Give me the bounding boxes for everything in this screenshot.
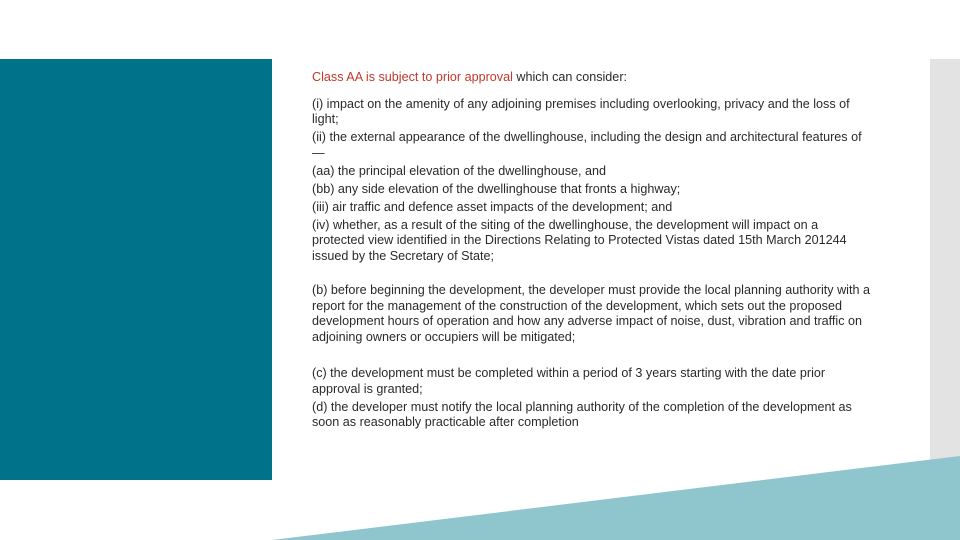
intro-line bbox=[312, 70, 872, 86]
condition-b: (b) before beginning the development, the developer must provide the local planning authority with a report for the management of the construction of the development, which sets out the proposed development hours of operation and how any adverse impact of noise, dust, vibration and traffic on adjoining owners or occupiers will be mitigated; bbox=[312, 283, 870, 344]
light-teal-wedge bbox=[272, 456, 960, 540]
condition-iv: (iv) whether, as a result of the siting of the dwellinghouse, the development will impact on a protected view identified in the Directions Relating to Protected Vistas dated 15th March 201244 issued by the Secretary of State; bbox=[312, 217, 847, 263]
condition-iii: (iii) air traffic and defence asset impacts of the development; and bbox=[312, 199, 673, 214]
slide-body bbox=[312, 70, 872, 431]
condition-d: (d) the developer must notify the local planning authority of the completion of the development as soon as reasonably practicable after completion bbox=[312, 399, 852, 429]
spacer bbox=[312, 264, 872, 283]
intro-highlight: Class AA is subject to prior approval bbox=[312, 70, 513, 84]
intro-rest: which can consider: bbox=[512, 70, 628, 84]
spacer bbox=[312, 345, 872, 366]
condition-ii: (ii) the external appearance of the dwellinghouse, including the design and architectural features of— bbox=[312, 130, 862, 160]
condition-i: (i) impact on the amenity of any adjoining premises including overlooking, privacy and the loss of light; bbox=[312, 96, 850, 126]
condition-bb: (bb) any side elevation of the dwellinghouse that fronts a highway; bbox=[312, 181, 681, 196]
condition-aa: (aa) the principal elevation of the dwellinghouse, and bbox=[312, 163, 607, 178]
condition-c: (c) the development must be completed within a period of 3 years starting with the date prior approval is granted; bbox=[312, 366, 826, 396]
